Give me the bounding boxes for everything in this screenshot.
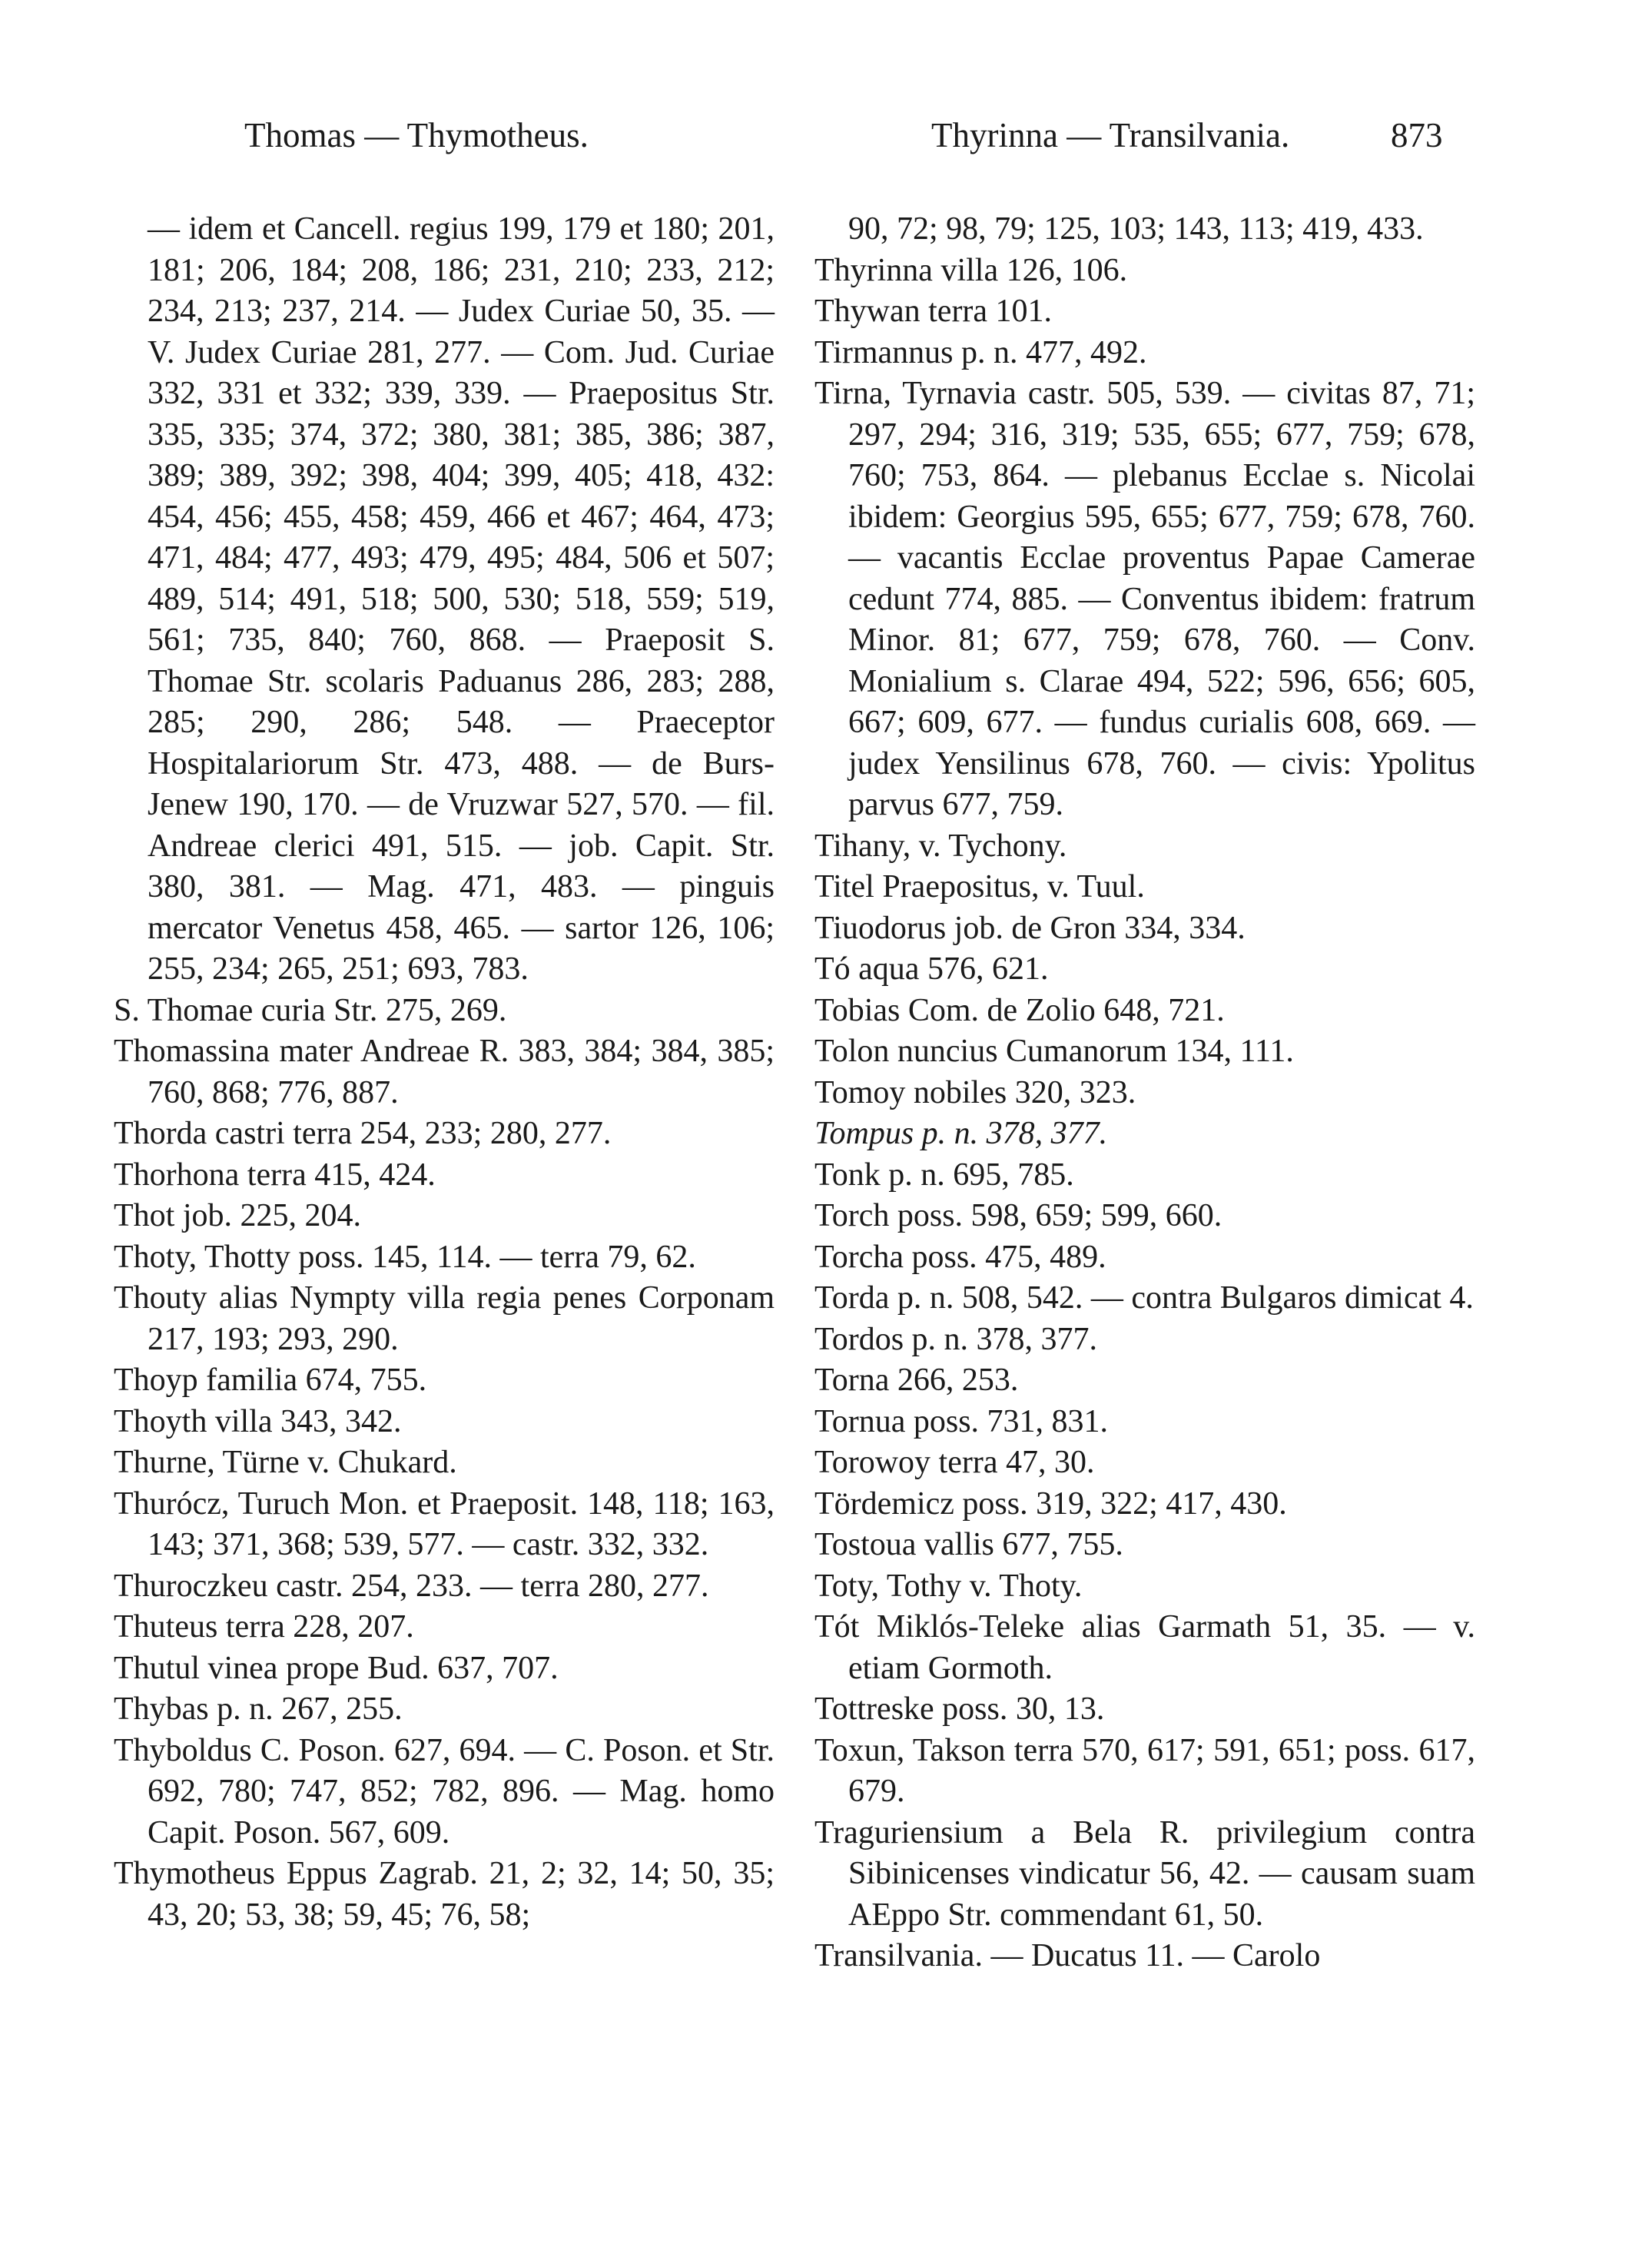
index-column-right (814, 209, 1475, 1977)
index-entry: Toty, Tothy v. Thoty. (814, 1568, 1083, 1604)
index-entry: Tiuodorus job. de Gron 334, 334. (814, 910, 1246, 946)
index-entry: Thywan terra 101. (814, 294, 1053, 329)
index-entry: Transilvania. — Ducatus 11. — Carolo (814, 1938, 1321, 1973)
index-entry: Thurócz, Turuch Mon. et Praeposit. 148, 118; 163, 143; 371, 368; 539, 577. — castr. 332, 332. (114, 1485, 775, 1562)
index-entry: Thutul vinea prope Bud. 637, 707. (114, 1650, 559, 1686)
index-entry: Tornua poss. 731, 831. (814, 1403, 1109, 1439)
index-entry: Titel Praepositus, v. Tuul. (814, 869, 1145, 904)
index-entry: Toxun, Takson terra 570, 617; 591, 651; poss. 617, 679. (814, 1732, 1475, 1809)
index-entry: Tó aqua 576, 621. (814, 951, 1049, 987)
index-entry: Thyboldus C. Poson. 627, 694. — C. Poson. et Str. 692, 780; 747, 852; 782, 896. — Mag. homo Capit. Poson. 567, 609. (114, 1732, 775, 1850)
index-entry: Torowoy terra 47, 30. (814, 1445, 1095, 1480)
index-entry: Thoyth villa 343, 342. (114, 1403, 402, 1439)
index-entry: Thorhona terra 415, 424. (114, 1157, 436, 1193)
index-entry: Torch poss. 598, 659; 599, 660. (814, 1198, 1222, 1233)
index-entry: Thoyp familia 674, 755. (114, 1363, 427, 1398)
index-entry: Tolon nuncius Cumanorum 134, 111. (814, 1034, 1294, 1069)
running-head-left: Thomas — Thymotheus. (244, 116, 589, 154)
index-entry: Thurne, Türne v. Chukard. (114, 1445, 457, 1480)
index-entry: Tihany, v. Tychony. (814, 828, 1067, 864)
index-entry: 90, 72; 98, 79; 125, 103; 143, 113; 419, 433. (848, 211, 1424, 247)
index-entry: S. Thomae curia Str. 275, 269. (114, 992, 507, 1028)
index-entry: Torcha poss. 475, 489. (814, 1239, 1106, 1275)
index-entry: Thyrinna villa 126, 106. (814, 252, 1128, 288)
index-entry: Traguriensium a Bela R. privilegium contra Sibinicenses vindicatur 56, 42. — causam suam AEppo Str. commendant 61, 50. (814, 1814, 1475, 1933)
index-entry: Tomoy nobiles 320, 323. (814, 1074, 1136, 1110)
page-number: 873 (1391, 116, 1443, 154)
index-entry: Thymotheus Eppus Zagrab. 21, 2; 32, 14; 50, 35; 43, 20; 53, 38; 59, 45; 76, 58; (114, 1856, 775, 1933)
index-entry: Tottreske poss. 30, 13. (814, 1691, 1105, 1727)
running-head-right: Thyrinna — Transilvania. (931, 116, 1290, 154)
index-entry: Thomassina mater Andreae R. 383, 384; 384, 385; 760, 868; 776, 887. (114, 1034, 775, 1110)
page-header (0, 115, 1652, 161)
index-entry: Tonk p. n. 695, 785. (814, 1157, 1074, 1193)
index-entry: Tirmannus p. n. 477, 492. (814, 334, 1147, 370)
index-entry: Torda p. n. 508, 542. — contra Bulgaros dimicat 4. (814, 1280, 1474, 1316)
index-column-left (114, 209, 775, 1936)
index-entry: Tordos p. n. 378, 377. (814, 1321, 1098, 1357)
index-entry: Tirna, Tyrnavia castr. 505, 539. — civitas 87, 71; 297, 294; 316, 319; 535, 655; 677, 759; 678, 760; 753, 864. — plebanus Ecclae s. Nicolai ibidem: Georgius 595, 655; 677, 759; 678, 760. — vacantis Ecclae proventus Papae Camerae cedunt 774, 885. — Conventus ibidem: fratrum Minor. 81; 677, 759; 678, 760. — Conv. Monialium s. Clarae 494, 522; 596, 656; 605, 667; 609, 677. — fundus curialis 608, 669. — judex Yensilinus 678, 760. — civis: Ypolitus parvus 677, 759. (814, 376, 1475, 822)
index-entry: Tördemicz poss. 319, 322; 417, 430. (814, 1485, 1287, 1522)
index-entry: Thoty, Thotty poss. 145, 114. — terra 79, 62. (114, 1239, 696, 1275)
index-entry: Tostoua vallis 677, 755. (814, 1527, 1123, 1562)
index-entry: Tompus p. n. 378, 377. (814, 1116, 1108, 1151)
index-entry: Thybas p. n. 267, 255. (114, 1691, 403, 1727)
index-entry: — idem et Cancell. regius 199, 179 et 180; 201, 181; 206, 184; 208, 186; 231, 210; 233, 212; 234, 213; 237, 214. — Judex Curiae 50, 35. — V. Judex Curiae 281, 277. — Com. Jud. Curiae 332, 331 et 332; 339, 339. — Praepositus Str. 335, 335; 374, 372; 380, 381; 385, 386; 387, 389; 389, 392; 398, 404; 399, 405; 418, 432: 454, 456; 455, 458; 459, 466 et 467; 464, 473; 471, 484; 477, 493; 479, 495; 484, 506 et 507; 489, 514; 491, 518; 500, 530; 518, 559; 519, 561; 735, 840; 760, 868. — Praeposit S. Thomae Str. scolaris Paduanus 286, 283; 288, 285; 290, 286; 548. — Praeceptor Hospitalariorum Str. 473, 488. — de Burs-Jenew 190, 170. — de Vruzwar 527, 570. — fil. Andreae clerici 491, 515. — job. Capit. Str. 380, 381. — Mag. 471, 483. — pinguis mercator Venetus 458, 465. — sartor 126, 106; 255, 234; 265, 251; 693, 783. (148, 211, 775, 987)
index-entry: Thot job. 225, 204. (114, 1198, 361, 1233)
index-entry: Thouty alias Nympty villa regia penes Corponam 217, 193; 293, 290. (114, 1280, 775, 1357)
index-entry: Tót Miklós-Teleke alias Garmath 51, 35. — v. etiam Gormoth. (814, 1609, 1475, 1686)
index-entry: Thuroczkeu castr. 254, 233. — terra 280, 277. (114, 1568, 709, 1604)
index-entry: Thuteus terra 228, 207. (114, 1609, 414, 1645)
index-entry: Tobias Com. de Zolio 648, 721. (814, 992, 1225, 1028)
index-entry: Torna 266, 253. (814, 1363, 1019, 1398)
index-entry: Thorda castri terra 254, 233; 280, 277. (114, 1116, 612, 1151)
